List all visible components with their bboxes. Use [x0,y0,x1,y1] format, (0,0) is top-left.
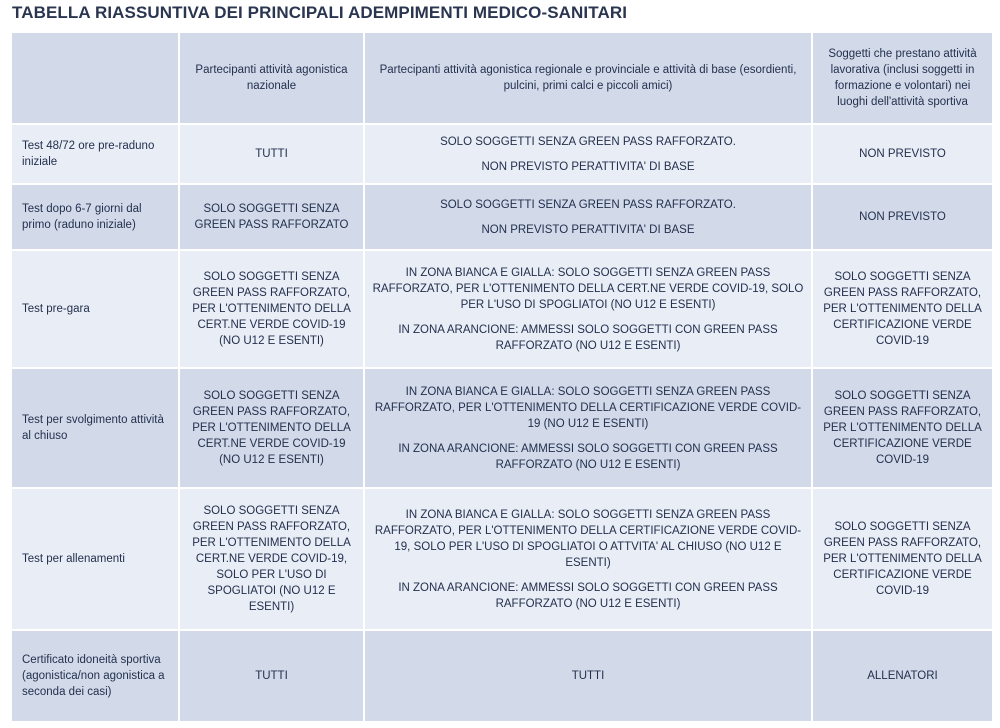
cell-regionale [364,630,812,722]
header-row [11,32,993,124]
header-cell-nazionale: Partecipanti attività agonistica nazionale [179,32,364,124]
cell-nazionale: SOLO SOGGETTI SENZA GREEN PASS RAFFORZATO, PER L'OTTENIMENTO DELLA CERT.NE VERDE COVID-19 (NO U12 E ESENTI) [179,250,364,368]
row-label: Test pre-gara [11,250,179,368]
cell-paragraph: IN ZONA ARANCIONE: AMMESSI SOLO SOGGETTI CON GREEN PASS RAFFORZATO (NO U12 E ESENTI) [398,581,778,610]
cell-paragraph: NON PREVISTO PERATTIVITA' DI BASE [481,223,695,236]
table-row [11,488,993,630]
row-label: Test per svolgimento attività al chiuso [11,368,179,488]
cell-regionale [364,124,812,184]
header-cell-regionale: Partecipanti attività agonistica regionale e provinciale e attività di base (esordienti, pulcini, primi calci e piccoli amici) [364,32,812,124]
header-cell-lavoratori: Soggetti che prestano attività lavorativa (inclusi soggetti in formazione e volontari) nei luoghi dell'attività sportiva [812,32,993,124]
summary-table [10,31,994,723]
table-row [11,250,993,368]
cell-nazionale: TUTTI [179,630,364,722]
cell-nazionale: TUTTI [179,124,364,184]
table-row [11,124,993,184]
cell-nazionale: SOLO SOGGETTI SENZA GREEN PASS RAFFORZATO, PER L'OTTENIMENTO DELLA CERT.NE VERDE COVID-19 (NO U12 E ESENTI) [179,368,364,488]
cell-paragraph: IN ZONA ARANCIONE: AMMESSI SOLO SOGGETTI CON GREEN PASS RAFFORZATO (NO U12 E ESENTI) [398,442,778,471]
row-label: Test 48/72 ore pre-raduno iniziale [11,124,179,184]
row-label: Test dopo 6-7 giorni dal primo (raduno iniziale) [11,184,179,250]
cell-paragraph: IN ZONA BIANCA E GIALLA: SOLO SOGGETTI SENZA GREEN PASS RAFFORZATO, PER L'OTTENIMENTO DELLA CERT.NE VERDE COVID-19, SOLO PER L'USO DI SPOGLIATOI (NO U12 E ESENTI) [372,266,804,311]
cell-lavoratori: NON PREVISTO [812,124,993,184]
cell-lavoratori: SOLO SOGGETTI SENZA GREEN PASS RAFFORZATO, PER L'OTTENIMENTO DELLA CERTIFICAZIONE VERDE COVID-19 [812,488,993,630]
table-row [11,368,993,488]
cell-regionale [364,488,812,630]
cell-lavoratori: SOLO SOGGETTI SENZA GREEN PASS RAFFORZATO, PER L'OTTENIMENTO DELLA CERTIFICAZIONE VERDE COVID-19 [812,368,993,488]
table-row [11,184,993,250]
table-row [11,630,993,722]
row-label: Certificato idoneità sportiva (agonistica/non agonistica a seconda dei casi) [11,630,179,722]
cell-paragraph: SOLO SOGGETTI SENZA GREEN PASS RAFFORZATO. [440,198,736,211]
page-title: TABELLA RIASSUNTIVA DEI PRINCIPALI ADEMPIMENTI MEDICO-SANITARI [12,3,628,22]
cell-regionale [364,250,812,368]
cell-paragraph: IN ZONA BIANCA E GIALLA: SOLO SOGGETTI SENZA GREEN PASS RAFFORZATO, PER L'OTTENIMENTO DELLA CERTIFICAZIONE VERDE COVID-19, SOLO PER L'USO DI SPOGLIATOI O ATTVITA' AL CHIUSO (NO U12 E ESENTI) [374,508,802,569]
cell-regionale [364,184,812,250]
summary-table-container [10,31,992,723]
header-cell-empty [11,32,179,124]
cell-lavoratori: NON PREVISTO [812,184,993,250]
cell-regionale [364,368,812,488]
cell-lavoratori: ALLENATORI [812,630,993,722]
cell-nazionale: SOLO SOGGETTI SENZA GREEN PASS RAFFORZATO [179,184,364,250]
cell-lavoratori: SOLO SOGGETTI SENZA GREEN PASS RAFFORZATO, PER L'OTTENIMENTO DELLA CERTIFICAZIONE VERDE COVID-19 [812,250,993,368]
row-label: Test per allenamenti [11,488,179,630]
cell-paragraph: IN ZONA BIANCA E GIALLA: SOLO SOGGETTI SENZA GREEN PASS RAFFORZATO, PER L'OTTENIMENTO DELLA CERTIFICAZIONE VERDE COVID-19 (NO U12 E ESENTI) [374,385,802,430]
cell-paragraph: NON PREVISTO PERATTIVITA' DI BASE [481,160,695,173]
cell-nazionale: SOLO SOGGETTI SENZA GREEN PASS RAFFORZATO, PER L'OTTENIMENTO DELLA CERT.NE VERDE COVID-19, SOLO PER L'USO DI SPOGLIATOI (NO U12 E ESENTI) [179,488,364,630]
cell-paragraph: TUTTI [571,670,605,682]
cell-paragraph: IN ZONA ARANCIONE: AMMESSI SOLO SOGGETTI CON GREEN PASS RAFFORZATO (NO U12 E ESENTI) [398,323,778,352]
cell-paragraph: SOLO SOGGETTI SENZA GREEN PASS RAFFORZATO. [440,135,736,148]
